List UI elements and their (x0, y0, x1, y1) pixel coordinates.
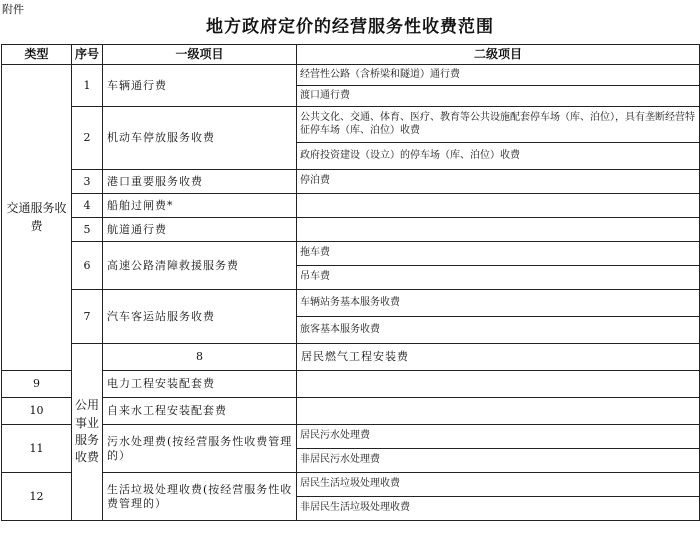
header-level2: 二级项目 (297, 45, 700, 65)
header-level1: 一级项目 (103, 45, 297, 65)
level1-item: 港口重要服务收费 (103, 170, 297, 194)
level2-item: 非居民污水处理费 (297, 449, 700, 473)
item-number: 10 (2, 398, 72, 425)
header-seq: 序号 (72, 45, 103, 65)
table-row (2, 398, 700, 425)
item-number: 12 (2, 473, 72, 521)
item-number: 7 (72, 290, 103, 344)
item-number: 4 (72, 194, 103, 218)
attachment-label: 附件 (2, 3, 24, 16)
level2-item: 政府投资建设（设立）的停车场（库、泊位）收费 (297, 143, 700, 170)
level1-item: 自来水工程安装配套费 (103, 398, 297, 425)
level2-item: 居民污水处理费 (297, 425, 700, 449)
level2-item (297, 194, 700, 218)
level2-item: 车辆站务基本服务收费 (297, 290, 700, 317)
table-row (2, 194, 700, 218)
level1-item: 高速公路清障救援服务费 (103, 242, 297, 290)
table-row (2, 218, 700, 242)
level1-item: 生活垃圾处理收费(按经营服务性收费管理的） (103, 473, 297, 521)
table-row (2, 107, 700, 143)
item-number: 2 (72, 107, 103, 170)
table-row (2, 290, 700, 317)
table-row (2, 65, 700, 86)
table-row (2, 473, 700, 497)
level2-item: 非居民生活垃圾处理收费 (297, 497, 700, 521)
fee-scope-table (1, 44, 700, 521)
level2-item: 渡口通行费 (297, 86, 700, 107)
header-type: 类型 (2, 45, 72, 65)
level2-item (297, 371, 700, 398)
level2-item (297, 398, 700, 425)
item-number: 3 (72, 170, 103, 194)
level1-item: 机动车停放服务收费 (103, 107, 297, 170)
table-row (2, 170, 700, 194)
level2-item: 经营性公路（含桥梁和隧道）通行费 (297, 65, 700, 86)
level2-item: 拖车费 (297, 242, 700, 266)
level1-item: 电力工程安装配套费 (103, 371, 297, 398)
level2-item: 停泊费 (297, 170, 700, 194)
level2-item (297, 218, 700, 242)
level2-item: 吊车费 (297, 266, 700, 290)
item-number: 1 (72, 65, 103, 107)
page-title: 地方政府定价的经营服务性收费范围 (206, 17, 494, 37)
level1-item: 车辆通行费 (103, 65, 297, 107)
item-number: 11 (2, 425, 72, 473)
table-row (2, 242, 700, 266)
level1-item: 汽车客运站服务收费 (103, 290, 297, 344)
item-number: 6 (72, 242, 103, 290)
level2-item: 公共文化、交通、体育、医疗、教育等公共设施配套停车场（库、泊位），具有垄断经营特征停车场（库、泊位）收费 (297, 107, 700, 143)
table-row (2, 425, 700, 449)
item-number: 8 (103, 344, 297, 371)
level2-item: 旅客基本服务收费 (297, 317, 700, 344)
level2-item: 居民生活垃圾处理收费 (297, 473, 700, 497)
category-utility: 公用事业服务收费 (72, 344, 103, 521)
level1-item: 居民燃气工程安装费 (297, 344, 700, 371)
table-row (2, 344, 700, 371)
level1-item: 船舶过闸费* (103, 194, 297, 218)
level1-item: 航道通行费 (103, 218, 297, 242)
category-transport: 交通服务收费 (2, 65, 72, 371)
item-number: 5 (72, 218, 103, 242)
level1-item: 污水处理费(按经营服务性收费管理的） (103, 425, 297, 473)
table-row (2, 371, 700, 398)
item-number: 9 (2, 371, 72, 398)
header-row (2, 45, 700, 65)
